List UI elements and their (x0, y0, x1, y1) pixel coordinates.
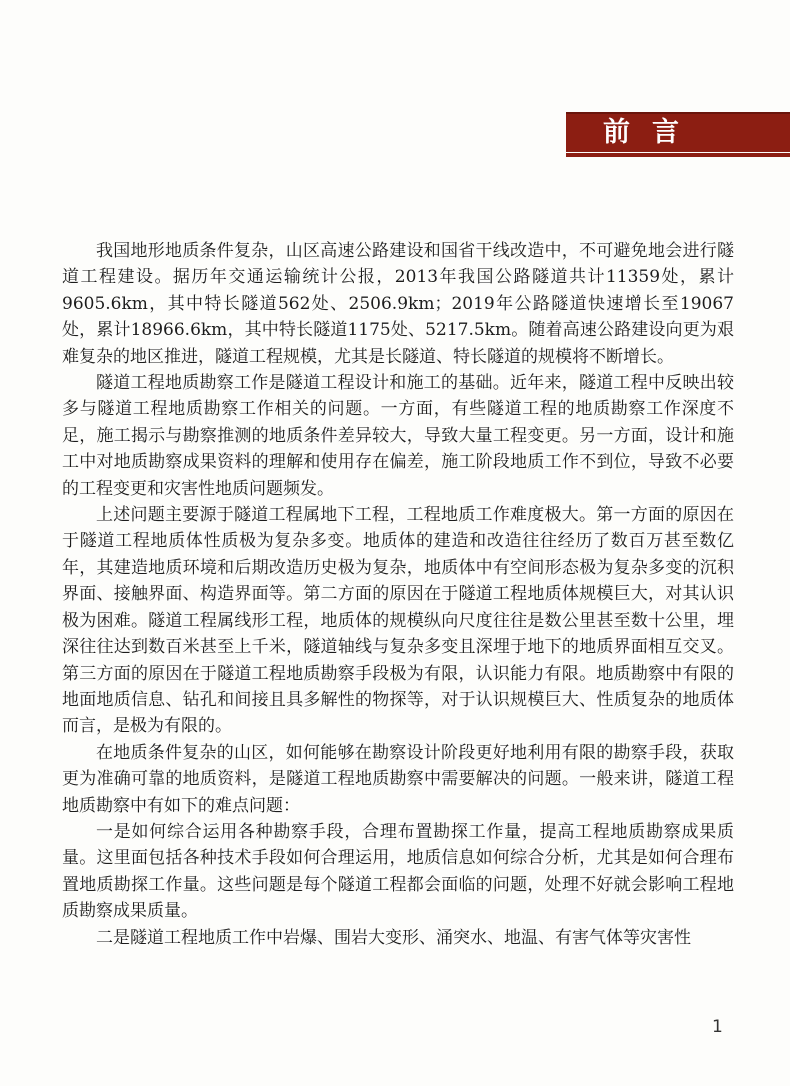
paragraph: 我国地形地质条件复杂，山区高速公路建设和国省干线改造中，不可避免地会进行隧道工程建设。据历年交通运输统计公报，2013年我国公路隧道共计11359处，累计9605.6km，其中特长隧道562处、2506.9km；2019年公路隧道快速增长至19067处，累计18966.6km，其中特长隧道1175处、5217.5km。随着高速公路建设向更为艰难复杂的地区推进，隧道工程规模，尤其是长隧道、特长隧道的规模将不断增长。 (62, 241, 734, 367)
paragraph: 隧道工程地质勘察工作是隧道工程设计和施工的基础。近年来，隧道工程中反映出较多与隧道工程地质勘察工作相关的问题。一方面，有些隧道工程的地质勘察工作深度不足，施工揭示与勘察推测的地质条件差异较大，导致大量工程变更。另一方面，设计和施工中对地质勘察成果资料的理解和使用存在偏差，施工阶段地质工作不到位，导致不必要的工程变更和灾害性地质问题频发。 (62, 373, 734, 499)
page-number: 1 (712, 1017, 723, 1037)
paragraph: 上述问题主要源于隧道工程属地下工程，工程地质工作难度极大。第一方面的原因在于隧道工程地质体性质极为复杂多变。地质体的建造和改造往往经历了数百万甚至数亿年，其建造地质环境和后期改造历史极为复杂，地质体中有空间形态极为复杂多变的沉积界面、接触界面、构造界面等。第二方面的原因在于隧道工程地质体规模巨大，对其认识极为困难。隧道工程属线形工程，地质体的规模纵向尺度往往是数公里甚至数十公里，埋深往往达到数百米甚至上千米，隧道轴线与复杂多变且深埋于地下的地质界面相互交叉。第三方面的原因在于隧道工程地质勘察手段极为有限，认识能力有限。地质勘察中有限的地面地质信息、钻孔和间接且具多解性的物探等，对于认识规模巨大、性质复杂的地质体而言，是极为有限的。 (62, 505, 734, 737)
chapter-title: 前言 (603, 117, 701, 148)
paragraph: 二是隧道工程地质工作中岩爆、围岩大变形、涌突水、地温、有害气体等灾害性 (96, 927, 691, 948)
paragraph: 在地质条件复杂的山区，如何能够在勘察设计阶段更好地利用有限的勘察手段，获取更为准确可靠的地质资料，是隧道工程地质勘察中需要解决的问题。一般来讲，隧道工程地质勘察中有如下的难点问题： (62, 742, 734, 816)
chapter-heading-bar (566, 112, 790, 152)
paragraph: 一是如何综合运用各种勘察手段，合理布置勘探工作量，提高工程地质勘察成果质量。这里面包括各种技术手段如何合理运用，地质信息如何综合分析，尤其是如何合理布置地质勘探工作量。这些问题是每个隧道工程都会面临的问题，处理不好就会影响工程地质勘察成果质量。 (62, 821, 734, 922)
preface-body (62, 238, 734, 951)
heading-underline (566, 153, 790, 157)
